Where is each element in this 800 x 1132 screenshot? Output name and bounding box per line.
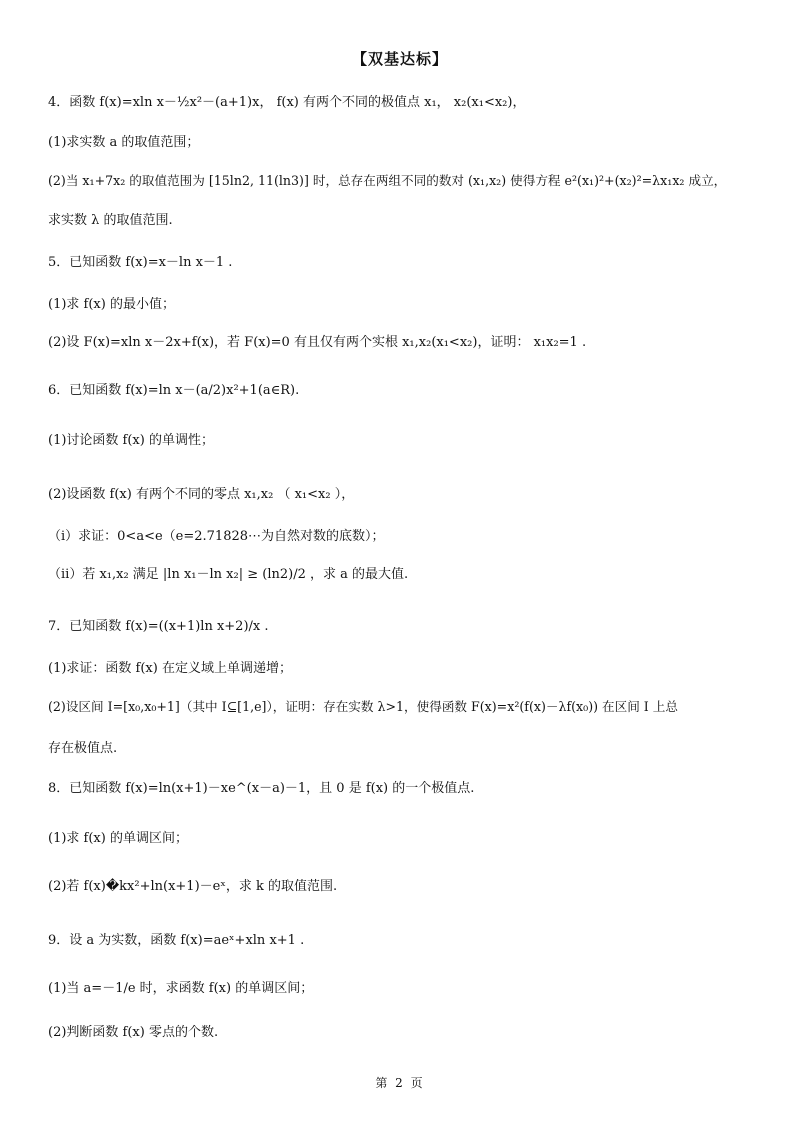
problem-4-part-2-cont: 求实数 λ 的取值范围. <box>48 213 173 228</box>
section-title: 【双基达标】 <box>351 50 448 68</box>
problem-5-statement: 5．已知函数 f(x)=x－ln x－1 . <box>48 255 233 270</box>
problem-7-statement: 7．已知函数 f(x)=((x+1)ln x+2)/x . <box>48 619 269 634</box>
problem-9-part-2: (2)判断函数 f(x) 零点的个数. <box>48 1025 219 1040</box>
problem-6-part-2: (2)设函数 f(x) 有两个不同的零点 x₁,x₂ （ x₁<x₂ ）， <box>48 487 355 502</box>
problem-5-part-2: (2)设 F(x)=xln x－2x+f(x)，若 F(x)=0 有且仅有两个实根 x₁,x₂(x₁<x₂)，证明： x₁x₂=1 . <box>48 335 587 350</box>
problem-4-part-1: (1)求实数 a 的取值范围； <box>48 135 200 150</box>
problem-6-part-1: (1)讨论函数 f(x) 的单调性； <box>48 433 214 448</box>
problem-9-statement: 9．设 a 为实数，函数 f(x)=aeˣ+xln x+1 . <box>48 933 305 948</box>
problem-4-part-2: (2)当 x₁+7x₂ 的取值范围为 [15ln2, 11(ln3)] 时，总存在两组不同的数对 (x₁,x₂) 使得方程 e²(x₁)²+(x₂)²=λx₁x₂ 成立， <box>48 173 727 188</box>
problem-7-part-2: (2)设区间 I=[x₀,x₀+1]（其中 I⊆[1,e]），证明：存在实数 λ>1，使得函数 F(x)=x²(f(x)－λf(x₀)) 在区间 I 上总 <box>48 699 678 714</box>
problem-6-part-2-i: （ⅰ）求证：0<a<e（e=2.71828⋯为自然对数的底数）； <box>48 529 385 544</box>
problem-9-part-1: (1)当 a=－1/e 时，求函数 f(x) 的单调区间； <box>48 981 314 996</box>
page-number: 第 2 页 <box>375 1076 425 1090</box>
problem-8-part-1: (1)求 f(x) 的单调区间； <box>48 831 188 846</box>
problem-5-part-1: (1)求 f(x) 的最小值； <box>48 297 175 312</box>
problem-6-part-2-ii: （ⅱ）若 x₁,x₂ 满足 |ln x₁－ln x₂| ≥ (ln2)/2 ，求 a 的最大值. <box>48 567 409 582</box>
problem-8-part-2: (2)若 f(x)�kx²+ln(x+1)－eˣ，求 k 的取值范围. <box>48 879 338 894</box>
problem-4-statement: 4．函数 f(x)=xln x－½x²－(a+1)x， f(x) 有两个不同的极值点 x₁， x₂(x₁<x₂)， <box>48 95 526 110</box>
problem-7-part-1: (1)求证：函数 f(x) 在定义域上单调递增； <box>48 661 292 676</box>
problem-7-part-2-cont: 存在极值点. <box>48 741 118 756</box>
problem-6-statement: 6．已知函数 f(x)=ln x－(a/2)x²+1(a∈R). <box>48 383 300 398</box>
problem-8-statement: 8．已知函数 f(x)=ln(x+1)－xe^(x－a)－1，且 0 是 f(x) 的一个极值点. <box>48 781 475 796</box>
